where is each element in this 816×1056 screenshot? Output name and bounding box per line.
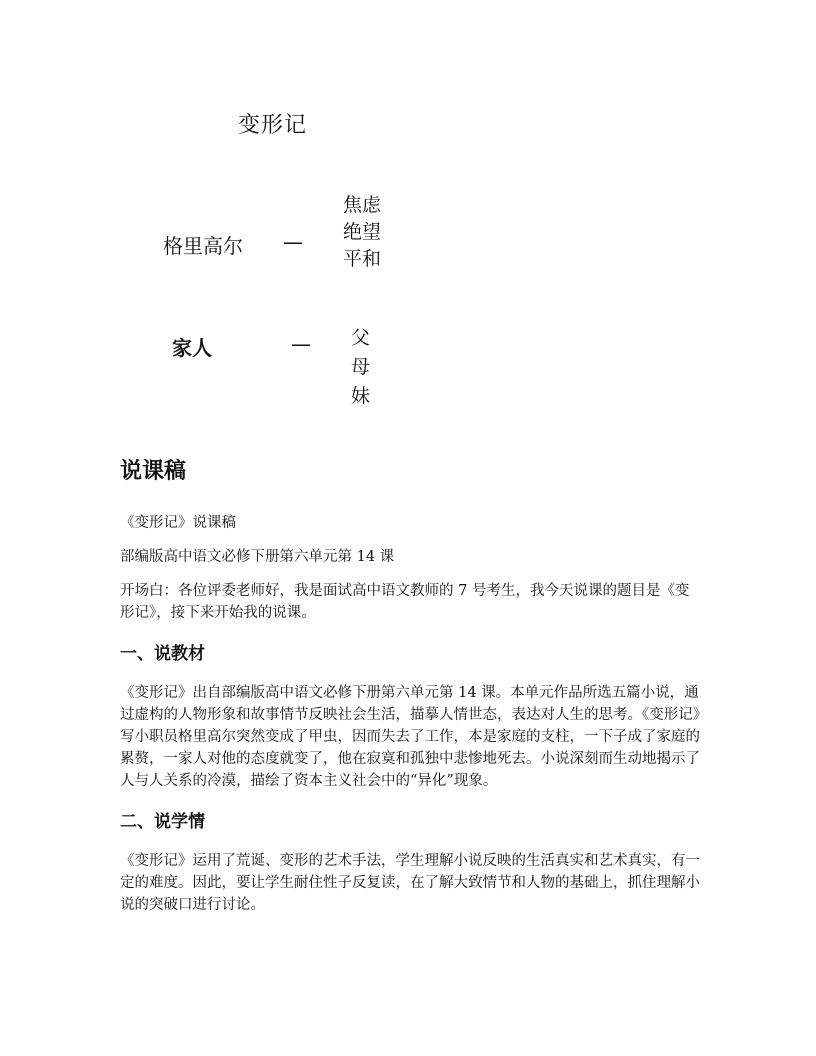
board-label-gregor: 格里高尔 xyxy=(163,234,243,258)
document-opening: 开场白：各位评委老师好，我是面试高中语文教师的 7 号考生，我今天说课的题目是《变形记》，接下来开始我的说课。 xyxy=(120,583,690,621)
document-title: 说课稿 xyxy=(120,459,187,484)
board-dash-1: — xyxy=(283,230,303,254)
board-dash-2: — xyxy=(291,332,311,356)
document-lesson-info: 部编版高中语文必修下册第六单元第 14 课 xyxy=(120,549,395,565)
board-title: 变形记 xyxy=(238,113,308,138)
board-family-members xyxy=(351,324,370,411)
section-students-body: 《变形记》运用了荒诞、变形的艺术手法，学生理解小说反映的生活真实和艺术真实，有一定的难度。因此，要让学生耐住性子反复读，在了解大致情节和人物的基础上，抓住理解小说的突破口进行讨论。 xyxy=(120,853,700,913)
board-emotion-item: 绝望 xyxy=(343,221,382,243)
board-family-item: 母 xyxy=(351,356,371,378)
section-heading-textbook: 一、说教材 xyxy=(120,644,205,664)
board-label-family: 家人 xyxy=(172,336,212,360)
board-family-item: 父 xyxy=(351,327,371,349)
board-emotion-item: 平和 xyxy=(343,248,382,270)
section-heading-students: 二、说学情 xyxy=(120,812,205,832)
board-family-item: 妹 xyxy=(351,385,371,407)
lesson-document xyxy=(120,456,700,928)
document-subtitle: 《变形记》说课稿 xyxy=(120,515,236,531)
board-gregor-emotions xyxy=(343,192,381,273)
board-emotion-item: 焦虑 xyxy=(343,194,382,216)
section-textbook-body: 《变形记》出自部编版高中语文必修下册第六单元第 14 课。本单元作品所选五篇小说，通过虚构的人物形象和故事情节反映社会生活，描摹人情世态，表达对人生的思考。《变形记》写小职员格里高尔突然变成了甲虫，因而失去了工作，本是家庭的支柱，一下子成了家庭的累赘，一家人对他的态度就变了，他在寂寞和孤独中悲惨地死去。小说深刻而生动地揭示了人与人关系的冷漠，描绘了资本主义社会中的“异化”现象。 xyxy=(120,685,700,789)
